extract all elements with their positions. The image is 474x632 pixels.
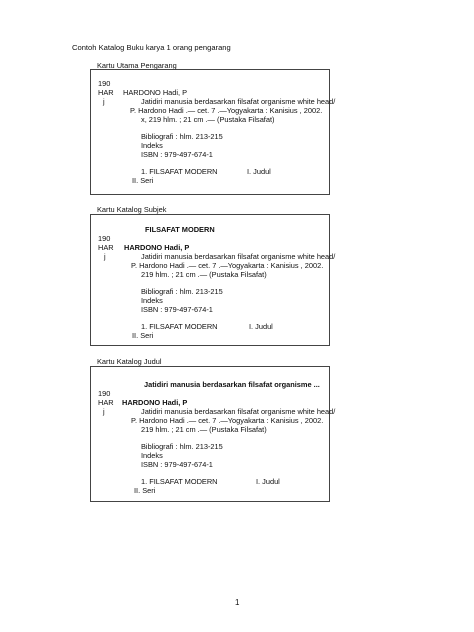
main-entry: HARDONO Hadi, P <box>123 88 188 97</box>
tracing-series: II. Seri <box>132 176 154 185</box>
call-number-author: HAR <box>98 88 114 97</box>
title-line-1: Jatidiri manusia berdasarkan filsafat organisme white head/ <box>141 407 336 416</box>
title-line-2: P. Hardono Hadi .— cet. 7 .—Yogyakarta : Kanisius , 2002. <box>131 261 324 270</box>
call-number-author: HAR <box>98 398 114 407</box>
call-number-class: 190 <box>98 389 111 398</box>
isbn: ISBN : 979-497-674-1 <box>141 305 213 314</box>
collation: x, 219 hlm. ; 21 cm .— (Pustaka Filsafat) <box>141 115 275 124</box>
tracing-title: I. Judul <box>247 167 271 176</box>
call-number-author: HAR <box>98 243 114 252</box>
tracing-series: II. Seri <box>134 486 156 495</box>
title-line-1: Jatidiri manusia berdasarkan filsafat organisme white head/ <box>141 252 336 261</box>
title-line-1: Jatidiri manusia berdasarkan filsafat organisme white head/ <box>141 97 336 106</box>
index-note: Indeks <box>141 451 163 460</box>
collation: 219 hlm. ; 21 cm .— (Pustaka Filsafat) <box>141 425 267 434</box>
bibliography-note: Bibliografi : hlm. 213-215 <box>141 442 223 451</box>
bibliography-note: Bibliografi : hlm. 213-215 <box>141 287 223 296</box>
card-label-subject: Kartu Katalog Subjek <box>97 205 167 214</box>
call-number-class: 190 <box>98 234 111 243</box>
page-number: 1 <box>235 598 240 607</box>
main-entry: HARDONO Hadi, P <box>124 243 190 252</box>
call-number-title: j <box>104 252 106 261</box>
call-number-title: j <box>103 407 105 416</box>
bibliography-note: Bibliografi : hlm. 213-215 <box>141 132 223 141</box>
index-note: Indeks <box>141 296 163 305</box>
title-catalog-card <box>90 366 336 502</box>
title-heading: Jatidiri manusia berdasarkan filsafat organisme ... <box>144 380 320 389</box>
index-note: Indeks <box>141 141 163 150</box>
call-number-class: 190 <box>98 79 111 88</box>
subject-catalog-card <box>90 214 336 346</box>
isbn: ISBN : 979-497-674-1 <box>141 460 213 469</box>
tracing-subject: 1. FILSAFAT MODERN <box>141 167 218 176</box>
tracing-subject: 1. FILSAFAT MODERN <box>141 477 218 486</box>
isbn: ISBN : 979-497-674-1 <box>141 150 213 159</box>
call-number-title: j <box>103 97 105 106</box>
tracing-title: I. Judul <box>256 477 280 486</box>
main-entry: HARDONO Hadi, P <box>122 398 188 407</box>
tracing-title: I. Judul <box>249 322 273 331</box>
card-label-author: Kartu Utama Pengarang <box>97 61 177 70</box>
title-line-2: P. Hardono Hadi .— cet. 7 .—Yogyakarta : Kanisius , 2002. <box>131 416 324 425</box>
card-label-title: Kartu Katalog Judul <box>97 357 162 366</box>
author-catalog-card <box>90 69 336 195</box>
subject-heading: FILSAFAT MODERN <box>145 225 215 234</box>
title-line-2: P. Hardono Hadi .— cet. 7 .—Yogyakarta : Kanisius , 2002. <box>130 106 323 115</box>
collation: 219 hlm. ; 21 cm .— (Pustaka Filsafat) <box>141 270 267 279</box>
document-title: Contoh Katalog Buku karya 1 orang pengarang <box>72 43 231 52</box>
tracing-subject: 1. FILSAFAT MODERN <box>141 322 218 331</box>
tracing-series: II. Seri <box>132 331 154 340</box>
